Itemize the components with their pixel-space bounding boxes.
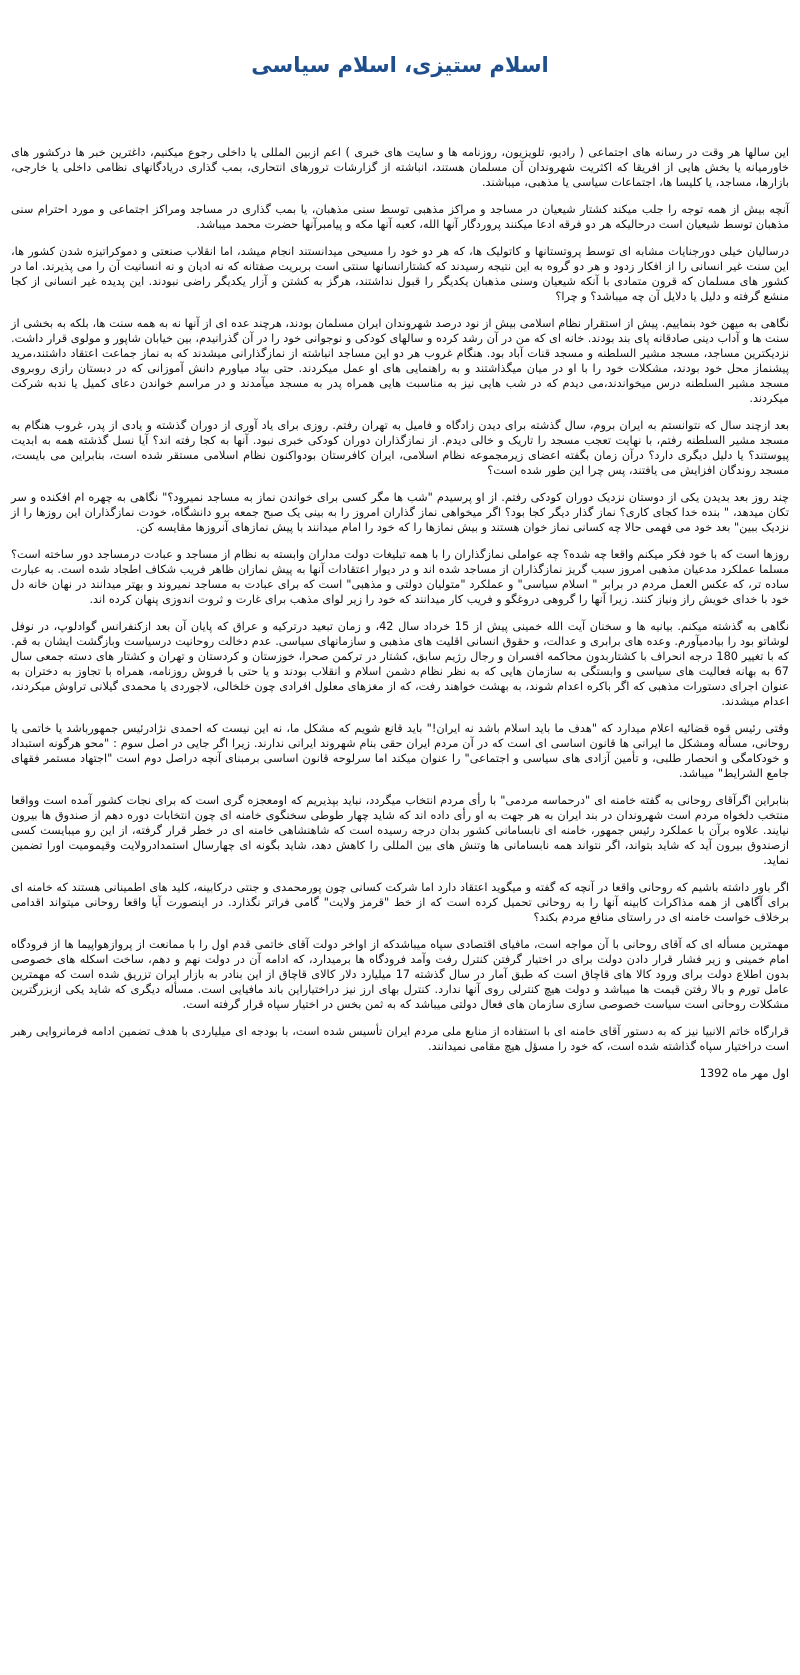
article-date: اول مهر ماه 1392 <box>699 1067 789 1080</box>
paragraph-9: وقتی رئیس قوه قضائیه اعلام میدارد که "هدف ما باید اسلام باشد نه ایران!" باید قانع شویم که مشکل ما، نه این نیست که احمدی نژادرئیس جمهورباشد یا خاتمی یا روحانی، مسأله ومشکل ما ایرانی ها قانون اساسی ای است که در آن مردم ایران حقی بنام شهروند ایرانی ندارند. زیرا اگر جایی در اصل سوم : "محو هرگونه استبداد و خودکامگی و انحصار طلبی، و تأمین آزادی های سیاسی و اجتماعی" را عنوان میکند اما سرلوحه قانون اساسی برمبنای آنچه دراصل دوم است "اجتهاد مستمر فقهای جامع الشرایط" میباشد. <box>11 722 789 780</box>
paragraph-10: بنابراین اگرآقای روحانی به گفته خامنه ای "درحماسه مردمی" با رأی مردم انتخاب میگردد، نباید بپذیریم که اومعجزه گری است که برای نجات کشور آمده است وواقعا منتخب دلخواه مردم است شهروندان در بند ایران به هر جهت به او رأی داده اند که شاید چهار طوطی سخنگوی خامنه ای چون انتخابات دوره دهم از صندوق ها بیرون نیایند. علاوه برآن با عملکرد رئیس جمهور، خامنه ای نابسامانی کشور بدان درجه رسیده است که شاهنشاهی خامنه ای در خطر قرار گرفته، از این رو میبایست کسی ازصندوق بیرون آید که شاید بتواند، اگر نتواند همه نابسامانی ها وتنش های بین المللی را کاهش دهد، شاید بگونه ای چهارسال استمدادرولایت وقیمومیت اورا تضمین نماید. <box>11 794 789 867</box>
page-title: اسلام ستیزی، اسلام سیاسی <box>251 53 549 77</box>
paragraph-8: نگاهی به گذشته میکنم. بیانیه ها و سخنان آیت الله خمینی پیش از 15 خرداد سال 42، و زمان تبعید درترکیه و عراق که پایان آن بعد ازکنفرانس گوادلوپ، در نوفل لوشاتو بود را بیادمیآورم. وعده های برابری و عدالت، و حقوق انسانی اقلیت های مذهبی و سازمانهای سیاسی. عدم دخالت روحانیت درسیاست وبازگشت ایشان به قم. که با تغییر 180 درجه انحراف با کشتاربدون محاکمه افسران و رجال رژیم سابق، کشتار در ترکمن صحرا، خوزستان و کردستان و تهران و کشتار های دسته جمعی سال 67 به بهانه فعالیت های سیاسی و وابستگی به سازمان هایی که به نظر نظام دشمن اسلام و انقلاب بودند و یا حتی با فروش روزنامه، همراه با تجاوز به دختران به عنوان اجرای دستورات مذهبی که اگر باکره اعدام شوند، به بهشت خواهند رفت، که از مغزهای معلول افرادی چون خلخالی، لاجوردی یا محمدی گیلانی تراوش میکردند، اعدام میشدند. <box>11 620 789 708</box>
paragraph-11: اگر باور داشته باشیم که روحانی واقعا در آنچه که گفته و میگوید اعتقاد دارد اما شرکت کسانی چون پورمحمدی و جنتی درکابینه، کلید های اطمینانی هستند که خامنه ای برای آگاهی از همه مذاکرات کابینه آنها را به روحانی تحمیل کرده است که از خط "قرمز ولایت" گامی فراتر نگذارد. در اینصورت آیا واقعا روحانی میتواند اقدامی برخلاف خواست خامنه ای در راستای منافع مردم بکند؟ <box>11 881 789 924</box>
paragraph-2: آنچه بیش از همه توجه را جلب میکند کشتار شیعیان در مساجد و مراکز مذهبی توسط سنی مذهبان، یا بمب گذاری در مساجد ومراکز اجتماعی و مورد احترام سنی مذهبان توسط شیعیان است درحالیکه هر دو فرقه ادعا میکنند پروردگار آنها الله، کعبه آنها مکه و پیامبرآنها حضرت محمد میباشد. <box>11 203 789 231</box>
paragraph-12: مهمترین مسأله ای که آقای روحانی با آن مواجه است، مافیای اقتصادی سپاه میباشدکه از اواخر دولت آقای خاتمی قدم اول را با ممانعت از پروازهواپیما ها از فرودگاه امام خمینی و زیر فشار قرار دادن دولت برای در اختیار گرفتن کنترل رفت وآمد فرودگاه ها برمیدارد، که ادامه آن در دولت نهم و دهم، ساخت اسکله های خصوصی بدون اطلاع دولت برای ورود کالا های قاچاق است که طبق آمار در سال گذشته 17 میلیارد دلار کالای قاچاق از این بنادر به بازار ایران تزریق شده است که مهمترین عامل تورم و بالا رفتن قیمت ها میباشد و دولت هیچ کنترلی روی آنها ندارد. کنترل بهای ارز نیز دراختیاراین باند مافیایی است. مسأله دیگری که شاید یکی ازبزرگترین مشکلات روحانی است سیاست خصوصی سازی سازمان های فعال دولتی میباشد که به ثمن بخس در اختیار سپاه قرار گرفته است. <box>11 938 790 1011</box>
paragraph-4: نگاهی به میهن خود بنماییم. پیش از استقرار نظام اسلامی بیش از نود درصد شهروندان ایران مسلمان بودند، هرچند عده ای از آنها نه به همه سنت ها، بلکه به بخشی از سنت ها و آداب دینی صادقانه پای بند بودند. خانه ای که من در آن رشد کرده و سالهای کودکی و نوجوانی خود را در آن گذرانیدم، بین خیابان شاپور و مولوی قرار داشت. نزدیکترین مساجد، مسجد مشیر السلطنه و مسجد قنات آباد بود. هنگام غروب هر دو این مساجد انباشته از نمازگذارانی میشدند که به نماز جماعت اعتقاد داشتند،مرید پیشنماز محل خود بودند، مشکلات خود را با او در میان میگذاشتند و به راهنمایی های او عمل میکردند. حتی بیاد میاورم دانش آموزانی که در دبستان رازی روبروی مسجد مشیر السلطنه درس میخواندند،می دیدم که در شب هایی نیز به مناسبت هایی همراه پدر به مسجد میآمدند و در مراسم خواندن دعای کمیل یا ندبه شرکت میکردند. <box>11 317 789 405</box>
paragraph-6: چند روز بعد بدیدن یکی از دوستان نزدیک دوران کودکی رفتم. از او پرسیدم "شب ها مگر کسی برای خواندن نماز به مساجد نمیرود؟" نگاهی به چهره ام افکنده و سر تکان میدهد، " بنده خدا کجای کاری؟ نماز گذار دیگر کجا بود؟ اگر میخواهی نماز گذاران امروز را به بینی یک صبح جمعه برو دانشگاه، خودت نمازگذاران این روزها را از نزدیک ببین" بعد خود می فهمی حالا چه کسانی نماز خوان هستند و بیش نمازها را که خود را امام میدانند با پیش نمازهای آنروزها مقایسه کن. <box>11 491 789 534</box>
paragraph-3: درسالیان خیلی دورجنایات مشابه ای توسط پروتستانها و کاتولیک ها، که هر دو خود را مسیحی میدانستند انجام میشد، اما انقلاب صنعتی و دموکراتیزه شدن کشور ها، این سنت غیر انسانی را از افکار زدود و هر دو گروه به این نتیجه رسیدند که کشتارانسانها سنتی است بربریت صفتانه که نه ادیان و نه انسانیت آن را می پذیرند. اما در کشور های مسلمان که قرون متمادی با آنکه شیعیان وسنی مذهبان یکدیگر را قبول نداشتند، هرگز به کشتن و آزار یکدیگر راضی نبودند. این پدیده غیر انسانی از کجا منشع گرفته و دلیل یا دلایل آن چه میباشد؟ و چرا؟ <box>11 245 789 303</box>
article-body <box>11 145 789 1081</box>
paragraph-13: قرارگاه خاتم الانبیا نیز که به دستور آقای خامنه ای با استفاده از منابع ملی مردم ایران تأسیس شده است، با بودجه ای میلیاردی با هدف تضمین ادامه فرمانروایی رهبر است دراختیار سپاه گذاشته شده است، که خود را مسؤل هیچ مقامی نمیدانند. <box>11 1025 789 1053</box>
paragraph-1: این سالها هر وقت در رسانه های اجتماعی ( رادیو، تلویزیون، روزنامه ها و سایت های خبری ) اعم ازبین المللی یا داخلی رجوع میکنیم، داغترین خبر ها درکشور های خاورمیانه یا بخش هایی از افریقا که اکثریت شهروندان آن مسلمان هستند، انباشته از گزارشات ترورهای انتحاری، بمب گذاری دریادگانهای نظامی داخلی یا خارجی، بازارها، مساجد، یا کلیسا ها، اجتماعات سیاسی یا مذهبی، میباشند. <box>11 146 789 189</box>
paragraph-7: روزها است که با خود فکر میکنم واقعا چه شده؟ چه عواملی نمازگذاران را با همه تبلیغات دولت مداران وابسته به نظام از مساجد و عبادت درمساجد دور ساخته است؟ مسلما عملکرد مدعیان مذهبی امروز سبب گریز نمازگذاران از مساجد شده اند و در دیوار اعتقادات آنها به پیش نمازان ظاهر فریب شکاف اطجاد شده است. به عبارت ساده تر، که عکس العمل مردم در برابر " اسلام سیاسی" و عملکرد "متولیان دولتی و مذهبی" است که برای عبادت به مساجد نمیروند و بهتر میدانند در نهان خانه دل خود با خدای خویش راز ونیاز کنند. زیرا آنها را گروهی دروغگو و فریب کار میدانند که خود را زیر لوای مذهب برای غارت و ثروت اندوزی پنهان کرده اند. <box>11 548 789 606</box>
paragraph-5: بعد ازچند سال که نتوانستم به ایران بروم، سال گذشته برای دیدن زادگاه و فامیل به تهران رفتم. روزی برای یاد آوری از دوران گذشته و یادی از پدر، غروب هنگام به مسجد مشیر السلطنه رفتم، با نهایت تعجب مسجد را تاریک و خالی دیدم. از نمازگذاران دوران کودکی خبری نبود. آنها به کجا رفته اند؟ آیا نسل گذشته همه به ابدیت پیوستند؟ یا دلیل دیگری دارد؟ درآن زمان بگفته اعضای زیرمجموعه نظام اسلامی، ایران کافرستان بودواکنون نظام اسلامی مستقر شده است، بنابراین می بایست، مسجد روندگان افزایش می یافتند، پس چرا این طور شده است؟ <box>11 419 789 477</box>
